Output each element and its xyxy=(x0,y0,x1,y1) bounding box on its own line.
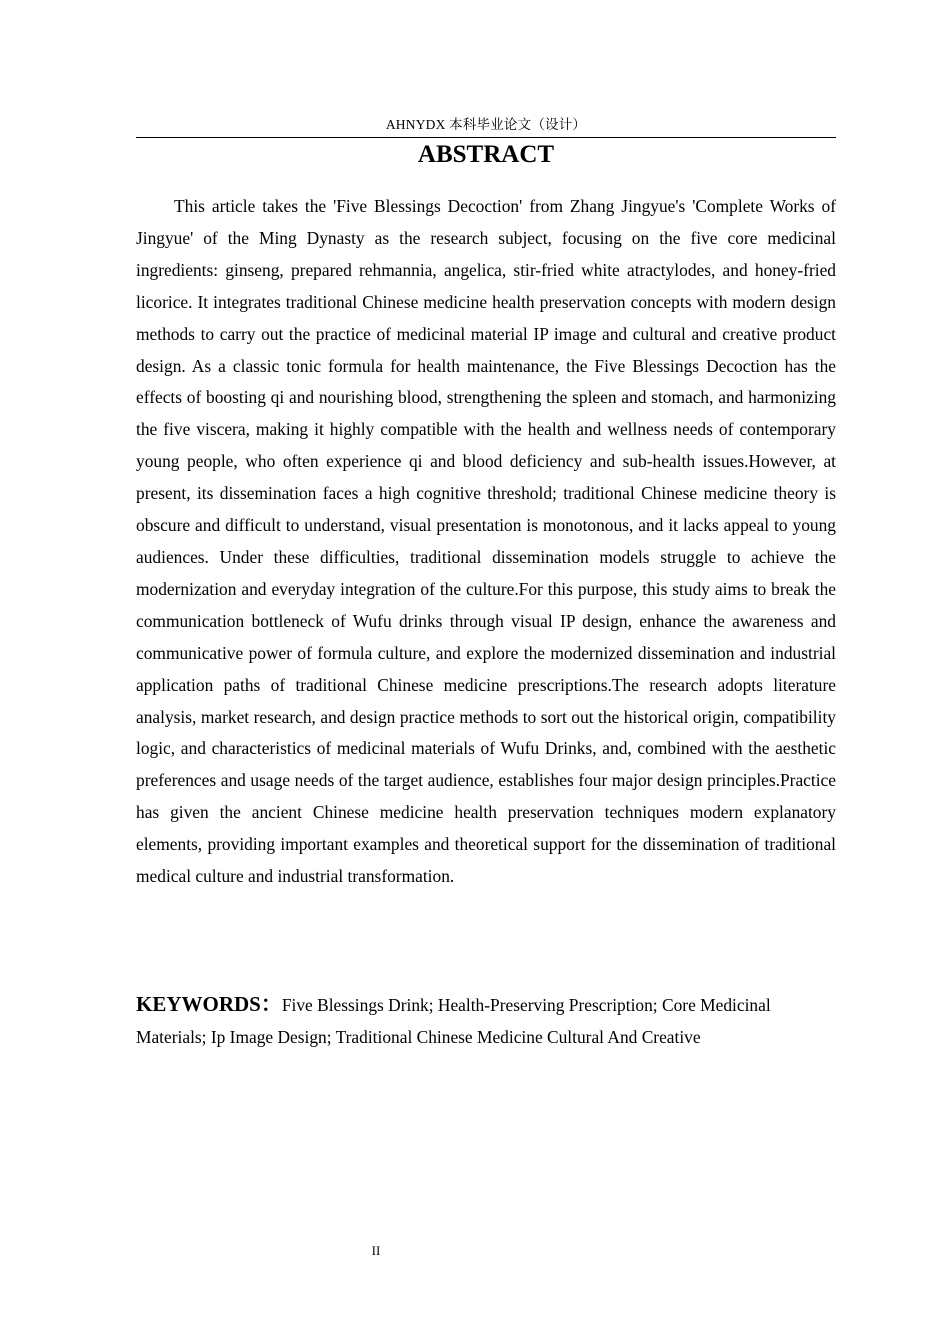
abstract-heading: ABSTRACT xyxy=(417,141,555,168)
abstract-paragraph: This article takes the 'Five Blessings Decoction' from Zhang Jingyue's 'Complete Works of Jingyue' of the Ming Dynasty as the research subject, focusing on the five core medicinal ingredients: ginseng, prepared rehmannia, angelica, stir-fried white atractylodes, and honey-fried licorice. It integrates traditional Chinese medicine health preservation concepts with modern design methods to carry out the practice of medicinal material IP image and cultural and creative product design. As a classic tonic formula for health maintenance, the Five Blessings Decoction has the effects of boosting qi and nourishing blood, strengthening the spleen and stomach, and harmonizing the five viscera, making it highly compatible with the health and wellness needs of contemporary young people, who often experience qi and blood deficiency and sub-health issues.However, at present, its dissemination faces a high cognitive threshold; traditional Chinese medicine theory is obscure and difficult to understand, visual presentation is monotonous, and it lacks appeal to young audiences. Under these difficulties, traditional dissemination models struggle to achieve the modernization and everyday integration of the culture.For this purpose, this study aims to break the communication bottleneck of Wufu drinks through visual IP design, enhance the awareness and communicative power of formula culture, and explore the modernized dissemination and industrial application paths of traditional Chinese medicine prescriptions.The research adopts literature analysis, market research, and design practice methods to sort out the historical origin, compatibility logic, and characteristics of medicinal materials of Wufu Drinks, and, combined with the aesthetic preferences and usage needs of the target audience, establishes four major design principles.Practice has given the ancient Chinese medicine health preservation techniques modern explanatory elements, providing important examples and theoretical support for the dissemination of traditional medical culture and industrial transformation. xyxy=(136,196,836,887)
keywords-text: Five Blessings Drink; Health-Preserving Prescription; Core Medicinal Materials; Ip Image Design; Traditional Chinese Medicine Cultural And Creative xyxy=(136,995,771,1047)
page-number: II xyxy=(371,1243,381,1258)
keywords-section xyxy=(136,988,796,1053)
keywords-label: KEYWORDS： xyxy=(136,992,282,1016)
running-header: AHNYDX 本科毕业论文（设计） xyxy=(385,117,587,132)
header-divider xyxy=(136,137,836,138)
